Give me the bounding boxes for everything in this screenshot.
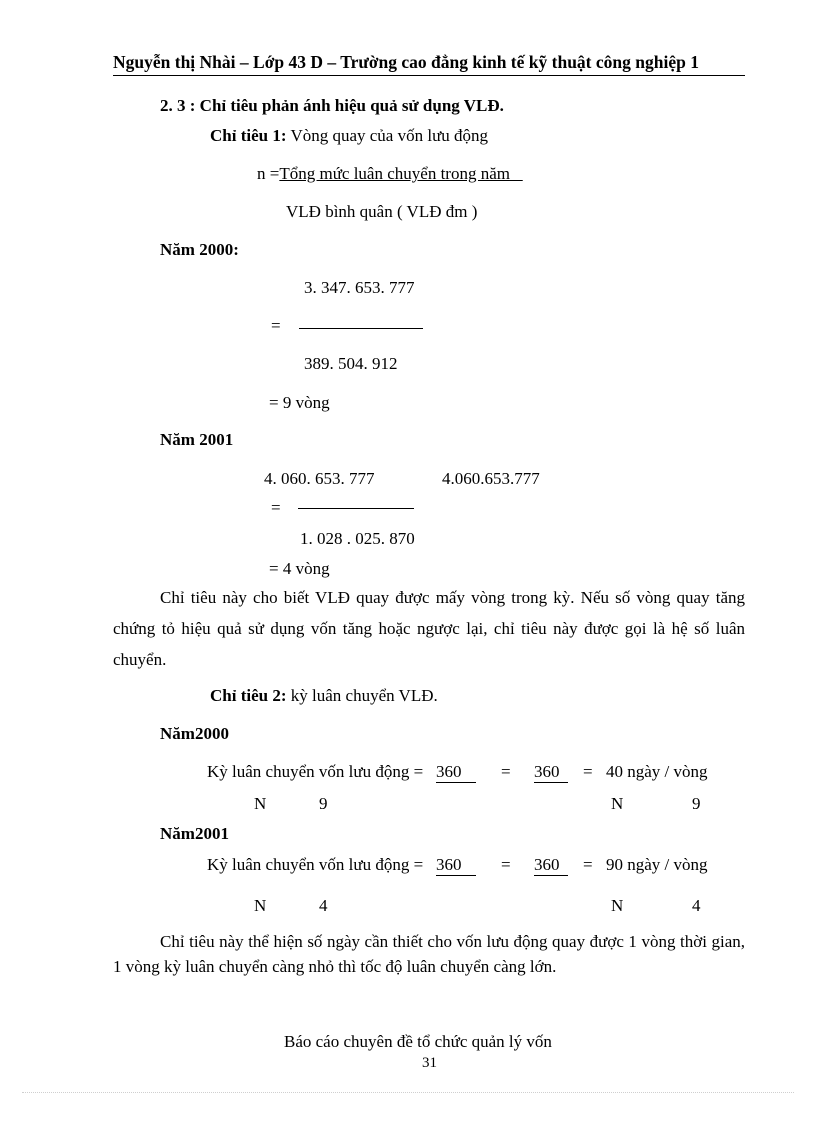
cycle-2001-num1: 360 — [436, 855, 476, 876]
cycle-2001-eq2: = — [501, 855, 511, 874]
cycle-2000-label: Năm2000 — [160, 724, 229, 743]
formula-numerator: Tổng mức luân chuyển trong năm — [279, 164, 510, 183]
cycle-2001-result: 90 ngày / vòng — [606, 855, 708, 874]
cycle-2000-den4: 9 — [692, 794, 701, 813]
page-bottom-divider — [22, 1092, 794, 1093]
cycle-2000-result: 40 ngày / vòng — [606, 762, 708, 781]
indicator-2-label: Chỉ tiêu 2: — [210, 686, 287, 705]
cycle-2001-eq3: = — [583, 855, 593, 874]
cycle-2000-num1: 360 — [436, 762, 476, 783]
cycle-2001-den4: 4 — [692, 896, 701, 915]
page-header: Nguyễn thị Nhài – Lớp 43 D – Trường cao đẳng kinh tế kỹ thuật công nghiệp 1 — [113, 52, 745, 76]
year-2000-fraction-line — [299, 328, 423, 329]
year-2001-result: = 4 vòng — [269, 559, 330, 578]
cycle-2000-num2: 360 — [534, 762, 568, 783]
cycle-2000-expr: Kỳ luân chuyển vốn lưu động = — [207, 762, 424, 781]
indicator-1-text: Vòng quay của vốn lưu động — [286, 126, 489, 145]
indicator-2-line — [210, 686, 438, 706]
cycle-2000-den2: 9 — [319, 794, 328, 813]
cycle-2001-den3: N — [611, 896, 624, 915]
cycle-2001-num2: 360 — [534, 855, 568, 876]
year-2001-equals: = — [271, 498, 281, 517]
year-2000-result: = 9 vòng — [269, 393, 330, 412]
year-2000-numerator: 3. 347. 653. 777 — [304, 278, 415, 297]
cycle-2000-den1: N — [254, 794, 267, 813]
year-2001-fraction-line — [298, 508, 414, 509]
cycle-2000-den3: N — [611, 794, 624, 813]
section-title: 2. 3 : Chỉ tiêu phản ánh hiệu quả sử dụng VLĐ. — [160, 96, 504, 115]
cycle-2000-eq3: = — [583, 762, 593, 781]
indicator-2-text: kỳ luân chuyển VLĐ. — [286, 686, 438, 705]
indicator-1-label: Chỉ tiêu 1: — [210, 126, 287, 145]
year-2001-numerator: 4. 060. 653. 777 — [264, 469, 375, 488]
paragraph-1: Chỉ tiêu này cho biết VLĐ quay được mấy vòng trong kỳ. Nếu số vòng quay tăng chứng tỏ hiệu quả sử dụng vốn tăng hoặc ngược lại, chỉ tiêu này được gọi là hệ số luân chuyển. — [113, 588, 745, 669]
indicator-1-line — [210, 126, 488, 146]
formula-denominator: VLĐ bình quân ( VLĐ đm ) — [286, 202, 478, 221]
year-2001-numerator-alt: 4.060.653.777 — [442, 469, 540, 488]
page-number: 31 — [422, 1055, 437, 1071]
formula-prefix: n = — [257, 164, 280, 183]
footer-title: Báo cáo chuyên đề tổ chức quản lý vốn — [284, 1032, 552, 1051]
year-2000-equals: = — [271, 316, 281, 335]
formula-n — [257, 164, 523, 184]
year-2001-denominator: 1. 028 . 025. 870 — [300, 529, 415, 548]
cycle-2001-label: Năm2001 — [160, 824, 229, 843]
cycle-2001-den1: N — [254, 896, 267, 915]
year-2001-label: Năm 2001 — [160, 430, 234, 449]
cycle-2001-expr: Kỳ luân chuyển vốn lưu động = — [207, 855, 424, 874]
year-2000-label: Năm 2000: — [160, 240, 239, 259]
year-2000-denominator: 389. 504. 912 — [304, 354, 398, 373]
paragraph-2: Chỉ tiêu này thể hiện số ngày cần thiết cho vốn lưu động quay được 1 vòng thời gian, 1 vòng kỳ luân chuyển càng nhỏ thì tốc độ luân chuyển càng lớn. — [113, 932, 745, 976]
cycle-2001-den2: 4 — [319, 896, 328, 915]
cycle-2000-eq2: = — [501, 762, 511, 781]
